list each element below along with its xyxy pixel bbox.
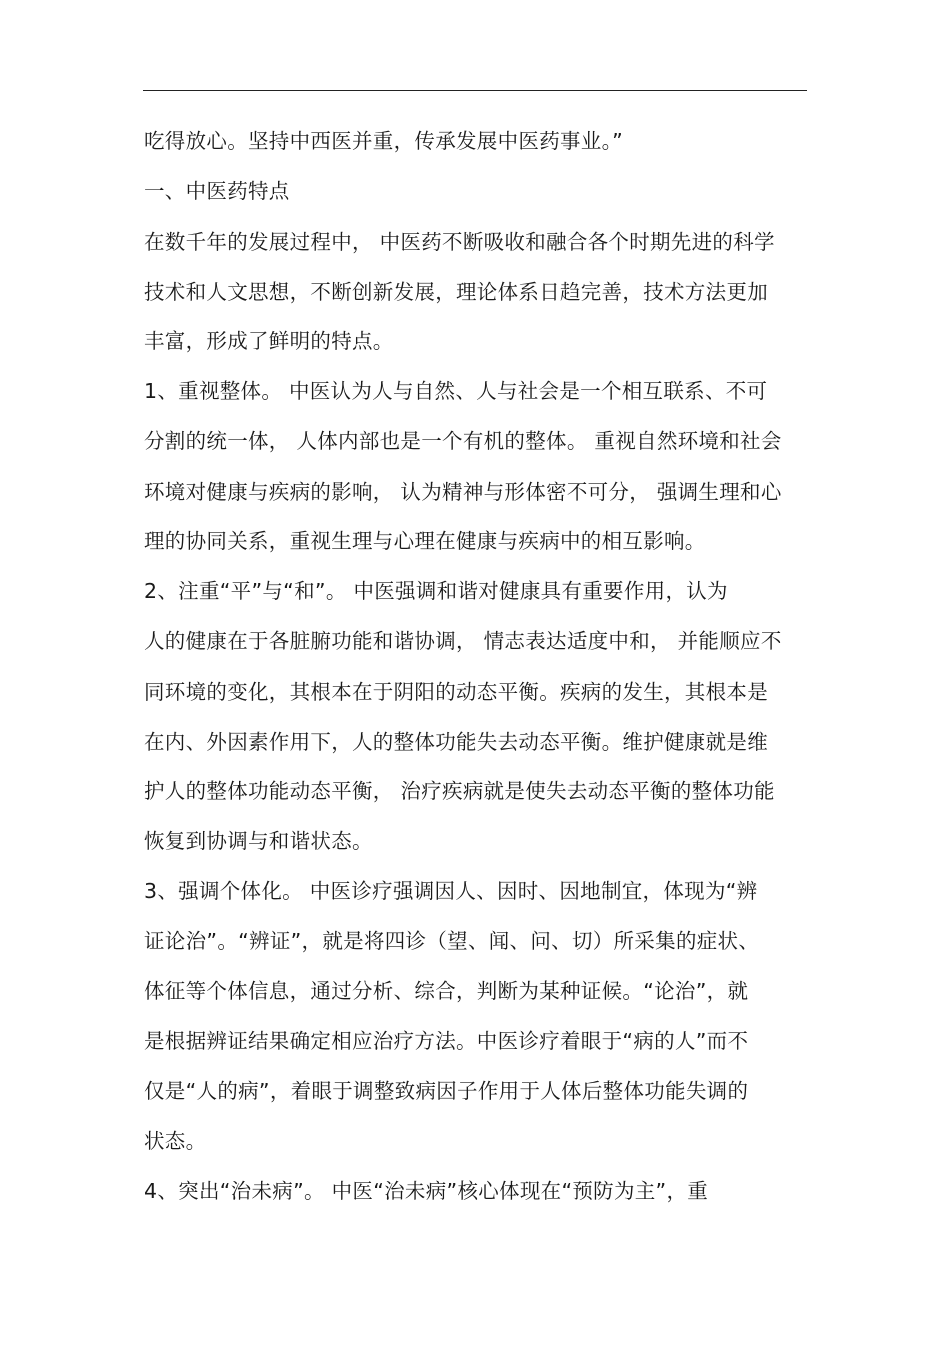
text-line: 理的协同关系，重视生理与心理在健康与疾病中的相互影响。 (144, 529, 706, 553)
text-line: 状态。 (144, 1129, 207, 1153)
text-line: 护人的整体功能动态平衡， 治疗疾病就是使失去动态平衡的整体功能 (144, 779, 775, 803)
text-line: 1、重视整体。 中医认为人与自然、人与社会是一个相互联系、不可 (144, 379, 768, 403)
text-line: 丰富，形成了鲜明的特点。 (144, 329, 394, 353)
text-line: 是根据辨证结果确定相应治疗方法。中医诊疗着眼于“病的人”而不 (144, 1029, 749, 1053)
text-line: 分割的统一体， 人体内部也是一个有机的整体。 重视自然环境和社会 (144, 429, 782, 453)
text-line: 2、注重“平”与“和”。 中医强调和谐对健康具有重要作用，认为 (144, 579, 728, 603)
text-line: 环境对健康与疾病的影响， 认为精神与形体密不可分， 强调生理和心 (144, 480, 782, 504)
text-line: 人的健康在于各脏腑功能和谐协调， 情志表达适度中和， 并能顺应不 (144, 629, 782, 653)
text-line: 恢复到协调与和谐状态。 (144, 829, 373, 853)
text-line: 同环境的变化，其根本在于阴阳的动态平衡。疾病的发生，其根本是 (144, 680, 768, 704)
text-line: 在内、外因素作用下，人的整体功能失去动态平衡。维护健康就是维 (144, 730, 768, 754)
text-line: 体征等个体信息，通过分析、综合，判断为某种证候。“论治”，就 (144, 979, 749, 1003)
text-line: 吃得放心。坚持中西医并重，传承发展中医药事业。” (144, 129, 624, 153)
section-heading: 一、中医药特点 (144, 179, 290, 203)
text-line: 在数千年的发展过程中， 中医药不断吸收和融合各个时期先进的科学 (144, 230, 775, 254)
text-line: 证论治”。“辨证”，就是将四诊（望、闻、问、切）所采集的症状、 (144, 929, 760, 953)
text-line: 3、强调个体化。 中医诊疗强调因人、因时、因地制宜，体现为“辨 (144, 879, 758, 903)
header-rule (143, 90, 807, 91)
text-line: 技术和人文思想，不断创新发展，理论体系日趋完善，技术方法更加 (144, 280, 768, 304)
text-line: 4、突出“治未病”。 中医“治未病”核心体现在“预防为主”，重 (144, 1179, 709, 1203)
text-line: 仅是“人的病”，着眼于调整致病因子作用于人体后整体功能失调的 (144, 1079, 749, 1103)
